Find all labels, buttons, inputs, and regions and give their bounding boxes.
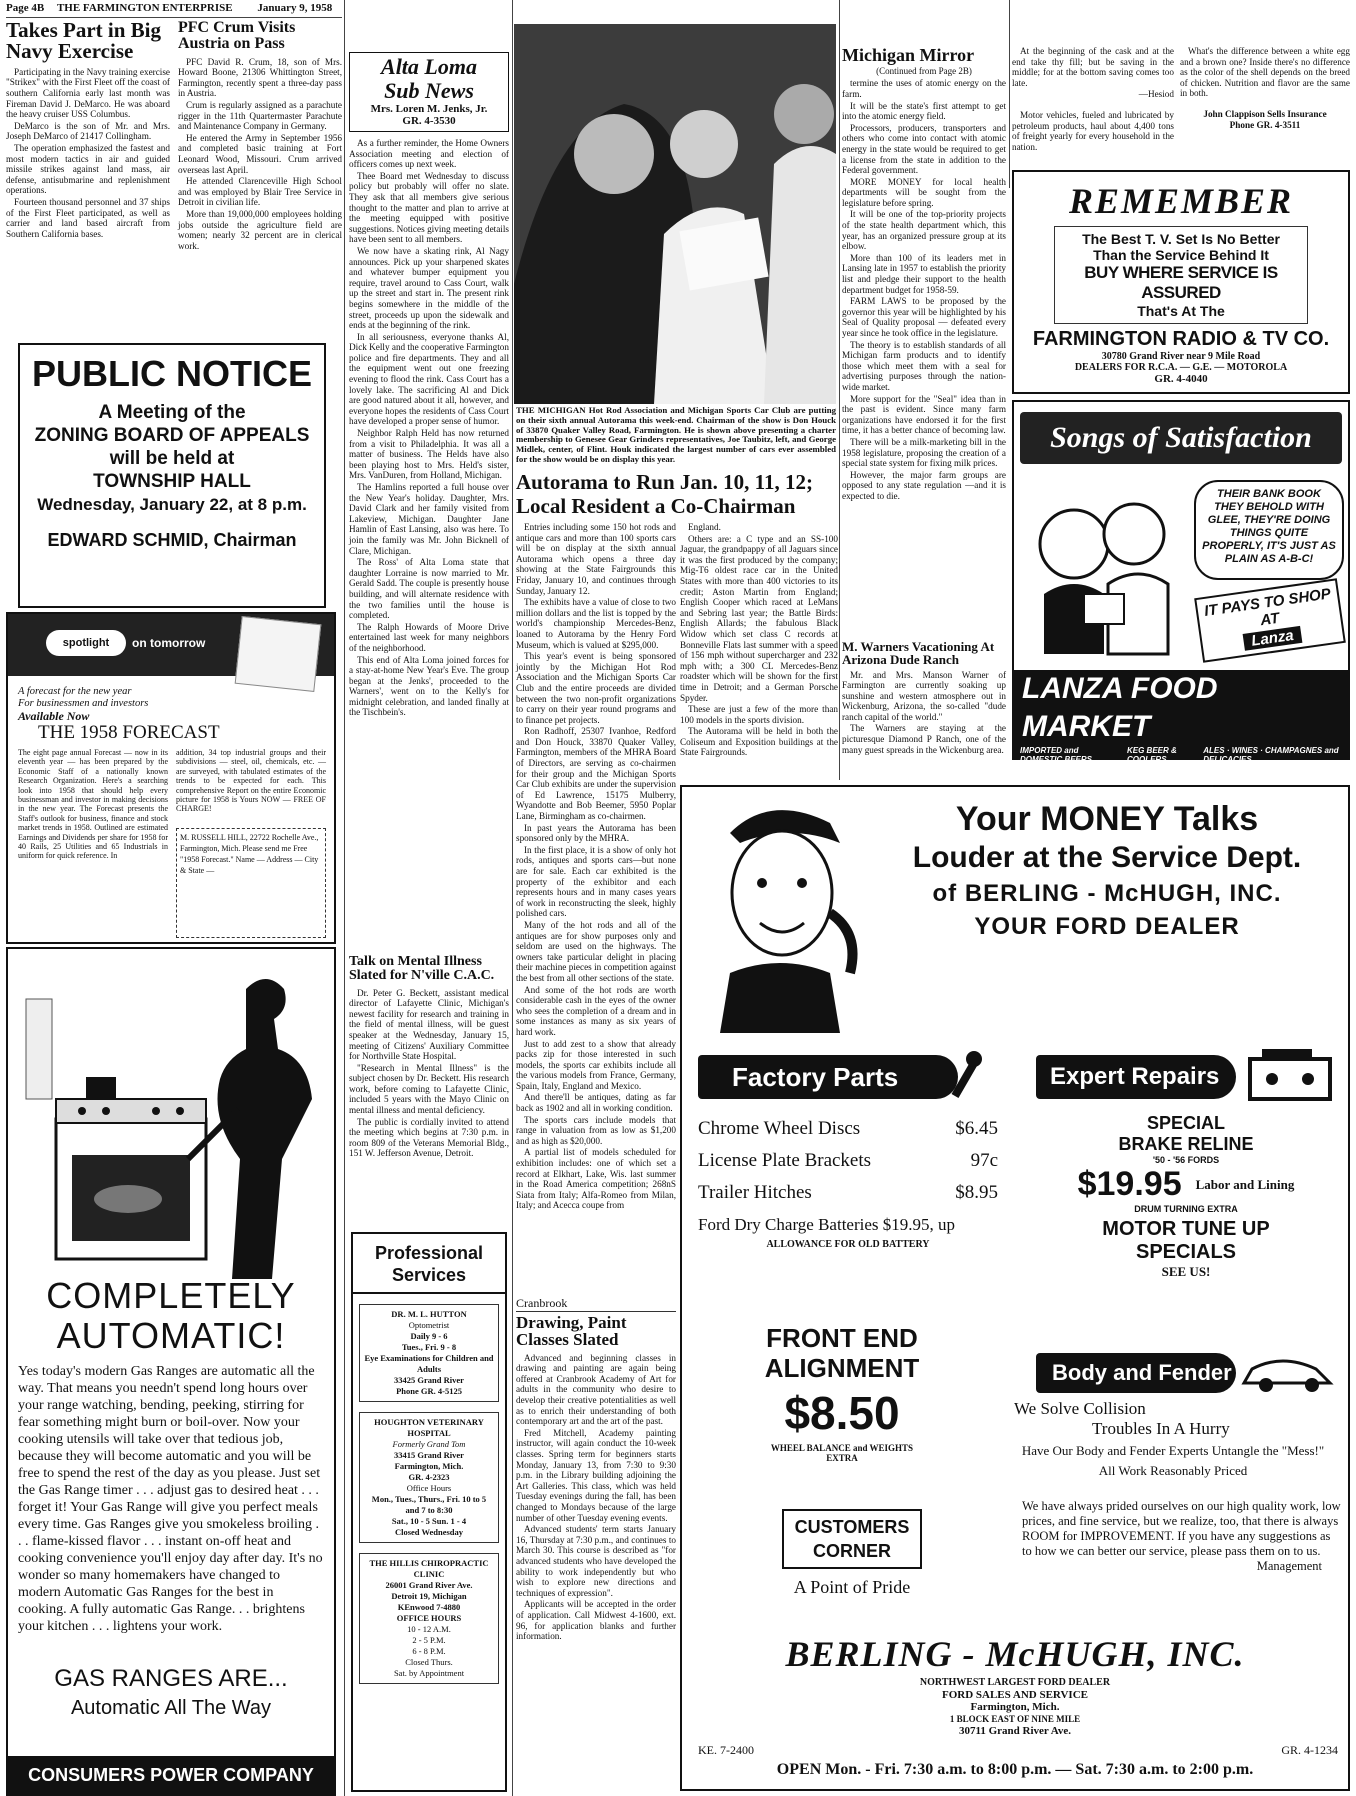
notice-board: ZONING BOARD OF APPEALS bbox=[34, 425, 310, 446]
newspaper-icon bbox=[235, 616, 322, 692]
gas-range-ad bbox=[6, 947, 336, 1796]
alta-phone: GR. 4-3530 bbox=[402, 115, 456, 127]
radio-title: REMEMBER bbox=[1068, 181, 1294, 221]
point-of-pride: A Point of Pride bbox=[793, 1577, 911, 1597]
navy-headline: Takes Part in Big Navy Exercise bbox=[6, 18, 161, 64]
notice-line: A Meeting of the bbox=[98, 402, 246, 423]
engine-icon bbox=[1242, 1045, 1342, 1109]
berling-head3: of BERLING - McHUGH, INC. bbox=[932, 880, 1282, 907]
gas-head1: COMPLETELY bbox=[46, 1275, 296, 1316]
kitchen-illustration bbox=[16, 959, 328, 1269]
customers-corner: CUSTOMERS CORNER bbox=[782, 1509, 922, 1569]
front-end-special: FRONT END ALIGNMENT $8.50 WHEEL BALANCE and WEIGHTS EXTRA bbox=[764, 1323, 920, 1463]
forecast-available: Available Now bbox=[18, 709, 90, 723]
forecast-coupon[interactable]: M. RUSSELL HILL, 22722 Rochelle Ave., Farmington, Mich. Please send me Free "1958 Forecast." Name — Address — City & State — bbox=[176, 828, 326, 938]
forecast-ad bbox=[6, 612, 336, 944]
radio-line1: The Best T. V. Set Is No Better bbox=[1082, 231, 1280, 247]
songs-banner: Songs of Satisfaction bbox=[1020, 412, 1342, 464]
notice-place: TOWNSHIP HALL bbox=[93, 471, 251, 492]
navy-article bbox=[6, 20, 170, 390]
lanza-ad bbox=[1012, 400, 1350, 788]
mental-body: Dr. Peter G. Beckett, assistant medical director of Lafayette Clinic, Michigan's newest facility for research and training in the field of mental illness, will be guest speaker at the Wednesday, January 15, meeting of Citizens' Auxiliary Committee for Northville State Hospital. "Research in Mental Illness" is the subject chosen by Dr. Beckett. His research work, before coming to Lafayette Clinic, included 5 years with the Mayo Clinic on mental illness and mental deficiency. The public is cordially invited to attend the meeting which begins at 7:30 p.m. in room 809 of the Veterans Memorial Bldg., 151 W. Jefferson Avenue, Detroit. bbox=[349, 987, 509, 1159]
mirror-body: termine the uses of atomic energy on the farm. It will be the state's first attempt to get into the atomic energy field. Processors, producers, transporters and others who come into contact with atomic energy in the state would be required to get a license from the state in addition to the Federal government. MORE MONEY for local health departments will be sought from the legislature before spring. It will be one of the top-priority projects of the state health department which, this year, has an organized pressure group at its elbow. More than 100 of its leaders met in Lansing late in 1957 to establish the priority list and pledge their support to the health department budget for 1958-59. FARM LAWS to be proposed by the governor this year will be highlighted by his Seal of Quality proposal — defeated every year since he took office in the legislature. The theory is to establish standards of all Michigan farm products and to identify those which meet them with a seal for advertising purposes through the nation-wide market. More support for the "Seal" idea than in the past is evident. Since many farm organizations have endorsed it for the first time, it has a better chance of becoming law. There will be a milk-marketing bill in the 1958 legislature, proposing the creation of a special state system for fixing milk prices. However, the major farm groups are opposed to any state regulation —and it is expected to die. bbox=[842, 78, 1006, 501]
radio-dealers: DEALERS FOR R.C.A. — G.E. — MOTOROLA bbox=[1074, 362, 1288, 373]
expert-repairs-banner: Expert Repairs bbox=[1036, 1055, 1236, 1099]
couple-illustration bbox=[1024, 474, 1184, 654]
parts-row: Trailer Hitches $8.95 bbox=[698, 1182, 998, 1203]
alta-loma-box bbox=[349, 52, 509, 132]
autorama-col2: England. Others are: a C type and an SS-100 Jaguar, the grandpappy of all Jaguars since it was the first produced by the company; Mig-T6 oldest race car in the United States with more than 400 victories to its credit; Aston Martin from England; English Cooper which raced at LeMans and Sebring last year; the Battle Birds: English Allards; the fabulous Black Widow which set class C records at Bonneville Flats last summer with a speed of 156 mph without supercharger and 232 mph with; a 300 CL Mercedes-Benz roadster which will be shown for the first time in Detroit; and a German Porsche Spyder. These are just a few of the more than 100 models in the sports division. The Autorama will be held in both the Coliseum and Exposition buildings at the State Fairgrounds. bbox=[680, 522, 838, 758]
alta-author: Mrs. Loren M. Jenks, Jr. bbox=[370, 103, 488, 115]
issue-date: January 9, 1958 bbox=[257, 2, 333, 14]
mental-illness-article bbox=[349, 955, 509, 1195]
notice-signer: EDWARD SCHMID, Chairman bbox=[47, 530, 297, 550]
radio-line4: That's At The bbox=[1137, 303, 1225, 319]
body-fender-text: We Solve Collision Troubles In A Hurry Have Our Body and Fender Experts Untangle the "Mess!" All Work Reasonably Priced bbox=[1014, 1399, 1325, 1478]
berling-head1: Your MONEY Talks bbox=[955, 800, 1259, 838]
column-rule bbox=[344, 0, 345, 1796]
prof-card-hutton: DR. M. L. HUTTON Optometrist Daily 9 - 6 Tues., Fri. 9 - 8 Eye Examinations for Children and Adults 33425 Grand River Phone GR. 4-5125 bbox=[359, 1304, 499, 1402]
cask-filler: At the beginning of the cask and at the end take thy fill; but be saving in the middle; for at the bottom saving comes too late. —Hesiod Motor vehicles, fueled and lubricated by petroleum products, haul about 4,400 tons of freight yearly for every household in the nation. bbox=[1012, 46, 1174, 152]
notice-title: PUBLIC NOTICE bbox=[31, 353, 312, 394]
gas-head2: AUTOMATIC! bbox=[56, 1315, 286, 1356]
gas-tag1: GAS RANGES ARE... bbox=[54, 1665, 288, 1692]
ford-man-illustration bbox=[690, 793, 870, 1033]
warner-headline: M. Warners Vacationing At Arizona Dude Ranch bbox=[842, 639, 995, 668]
cranbrook-kicker: Cranbrook bbox=[516, 1296, 676, 1312]
mirror-continued: (Continued from Page 2B) bbox=[876, 66, 972, 77]
radio-name: FARMINGTON RADIO & TV CO. bbox=[1032, 328, 1330, 350]
parts-row: Ford Dry Charge Batteries $19.95, up bbox=[698, 1215, 956, 1234]
car-icon bbox=[1238, 1347, 1338, 1397]
factory-parts-banner: Factory Parts bbox=[698, 1055, 958, 1099]
prof-title: Professional Services bbox=[353, 1234, 505, 1294]
alta-title1: Alta Loma bbox=[381, 54, 477, 79]
michigan-mirror bbox=[842, 46, 1006, 726]
radio-addr: 30780 Grand River near 9 Mile Road bbox=[1101, 351, 1261, 362]
warner-article bbox=[842, 640, 1006, 785]
allowance-note: ALLOWANCE FOR OLD BATTERY bbox=[766, 1239, 930, 1250]
body-fender-banner: Body and Fender bbox=[1036, 1353, 1236, 1393]
lanza-bubble: THEIR BANK BOOK THEY BEHOLD WITH GLEE, THEY'RE DOING THINGS QUITE PROPERLY, IT'S JUST AS PLAIN AS A-B-C! bbox=[1194, 480, 1344, 580]
autorama-col1: Entries including some 150 hot rods and antique cars and more than 100 sports cars will be on display at the sixth annual Autorama which opens a three day showing at the State Fairgrounds this Friday, January 10, and continues through Sunday, January 12. The exhibits have a value of close to two million dollars and the list is topped by the world's championship Mercedes-Benz, loaned to Autorama by the Henry Ford Museum, which is valued at $295,000. This year's event is being sponsored jointly by the Michigan Hot Rod Association and the Michigan Sports Car Club and the entire proceeds are divided between the two non-profit organizations to carry on their year round programs and to finance pet projects. Ron Radhoff, 25307 Ivanhoe, Redford and Don Houck, 33870 Quaker Valley, Farmington, members of the MHRA Board of Directors, are serving as co-chairmen for their group and the Michigan Sports Car Club exhibits are under the supervision of Ed Lawrence, 15175 Mulberry, Wyandotte and Bob Beemer, 5950 Poplar Lane, Birmingham as co-chairmen. In past years the Autorama has been sponsored only by the MHRA. In the first place, it is a show of only hot rods, antiques and sports cars—but none are for sale. Each car exhibited is the property of the exhibitor and each represents hours and in many cases years of work in reconstructing the sleek, highly polished cars. Many of the hot rods and all of the antiques are for show purposes only and seldom are used on the highways. The owners take particular delight in placing their machine pieces in competition against the best from all other sections of the state. And some of the hot rods are worth considerable cash in the eyes of the owner who sees the completion of a dream and in some instances as many as six years of hard work. Just to add zest to a show that already packs zip for those interested in such models, the sports car exhibits include all the various models from France, Germany, Spain, Italy, England and Mexico. And there'll be antiques, dating as far back as 1902 and all in working condition. The sports cars include models that range in valuation from as low as $1,200 and as high as $20,000. A partial list of models scheduled for exhibition includes: one of which set a record at Elkhart, Lake, Wis. last summer in the Road America competition; 268nS Siata from Italy; Alfa-Romeo from Milan, Italy; and Acecca coupe from bbox=[516, 522, 676, 1211]
prof-card-hillis: THE HILLIS CHIROPRACTIC CLINIC 26001 Grand River Ave. Detroit 19, Michigan KEnwood 7-4880 OFFICE HOURS 10 - 12 A.M. 2 - 5 P.M. 6 - 8 P.M. Closed Thurs. Sat. by Appointment bbox=[359, 1553, 499, 1684]
gas-body: Yes today's modern Gas Ranges are automatic all the way. That means you needn't spend long hours over your range watching, bending, peeking, stirring for fear something might burn or boil-over. Now your cooking utensils will take over that tedious job, because they will become automatic and you will be free to spend the rest of the day as you please. Just set the Gas Range timer . . . adjust gas to desired heat . . . forget it! Your Gas Range will give you perfect meals every time. Gas Ranges give you smokeless broiling . . . flame-kissed flavor . . . instant on-off heat and cooking convenience you'll enjoy day after day. It's no wonder so many homemakers have changed to modern Automatic Gas Ranges for the best in cooking. A fully automatic Gas Range. . . brightens your kitchen . . . lightens your work. bbox=[18, 1364, 323, 1634]
spotlight-badge: spotlight bbox=[46, 630, 126, 656]
berling-name: BERLING - McHUGH, INC. bbox=[785, 1634, 1245, 1674]
column-rule bbox=[839, 0, 840, 780]
alta-title2: Sub News bbox=[384, 78, 474, 103]
berling-head2: Louder at the Service Dept. bbox=[912, 841, 1302, 874]
parts-row: Chrome Wheel Discs $6.45 bbox=[698, 1118, 998, 1139]
cranbrook-body: Advanced and beginning classes in drawing and painting are again being offered at Cranbrook Academy of Art for adults in the community who desire to develop their creative potentialities as well as to enrich their understanding of both contemporary art and the art of the past. Fred Mitchell, Academy painting instructor, will again conduct the 10-week classes. Spring term for beginners starts Monday, January 13, from 7:30 to 9:30 p.m. in the Library building adjoining the Art Galleries. This class, which was held Tuesday evenings during the fall, has been changed to Mondays because of the large number of other Tuesday evening events. Advanced students' term starts January 16, Thursday at 7:30 p.m., and continues to March 30. This course is described as "for advanced students who have developed the ability to work independently but who wish to explore new directions and techniques of expression". Applicants will be accepted in the order of application. Call Midwest 4-1600, ext. 96, for application blanks and further information. bbox=[516, 1352, 676, 1642]
lanza-pays: IT PAYS TO SHOP AT Lanza bbox=[1194, 578, 1346, 662]
professional-services bbox=[351, 1232, 507, 1792]
alta-loma-column bbox=[349, 52, 509, 952]
page-number: Page 4B bbox=[6, 2, 45, 14]
wrench-icon bbox=[944, 1049, 988, 1105]
spotlight-tomorrow: on tomorrow bbox=[132, 636, 206, 650]
page-header bbox=[6, 2, 336, 18]
gas-tag2: Automatic All The Way bbox=[70, 1697, 272, 1719]
forecast-title: THE 1958 FORECAST bbox=[38, 722, 220, 743]
notice-date: Wednesday, January 22, at 8 p.m. bbox=[37, 495, 307, 514]
lanza-market-banner: LANZA FOOD MARKET IMPORTED and DOMESTIC BEERS KEG BEER & COOLERS ALES · WINES · CHAMPAGNES and DELICACIES GR 4-5624 30790 GRAND RIVER bbox=[1014, 670, 1348, 758]
berling-ad bbox=[680, 785, 1350, 1791]
forecast-col1: The eight page annual Forecast — now in its eleventh year — has been prepared by the Economic Staff of a nationally known Research Organization. Here's a searching look into 1958 that should help every businessman and investor in making decisions in the new year. The Forecast presents the Staff's outlook for business, finance and stock market trends in 1958. Outlined are estimated Earnings and Dividends per share for 1958 for 40 Rails, 25 Utilities and 65 Industrials in uniform for quick reference. In bbox=[18, 748, 168, 861]
mirror-title: Michigan Mirror bbox=[842, 45, 975, 65]
navy-body: Participating in the Navy training exercise "Strikex" with the First Fleet off the coast of southern California early last month was Fireman David J. DeMarco. He was aboard the heavy cruiser USS Columbus. DeMarco is the son of Mr. and Mrs. Joseph DeMarco of 21417 Collingham. The operation emphasized the fastest and most modern tactics in air and guided missile strikes against land mass, air defense, antisubmarine and replenishment operations. Fourteen thousand personnel and 37 ships of the First Fleet participated, as well as carrier and land based aircraft from Southern California bases. bbox=[6, 66, 170, 239]
autorama-headline: Autorama to Run Jan. 10, 11, 12; Local Resident a Co-Chairman bbox=[516, 470, 813, 518]
radio-phone: GR. 4-4040 bbox=[1154, 373, 1208, 385]
crum-article bbox=[178, 20, 342, 390]
berling-ke-phone: KE. 7-2400 bbox=[698, 1743, 754, 1757]
berling-sub: NORTHWEST LARGEST FORD DEALER FORD SALES AND SERVICE Farmington, Mich. 1 BLOCK EAST OF NINE MILE 30711 Grand River Ave. bbox=[919, 1677, 1111, 1737]
forecast-tagline: For businessmen and investors bbox=[18, 698, 149, 709]
crum-headline: PFC Crum Visits Austria on Pass bbox=[178, 19, 296, 53]
radio-line3: BUY WHERE SERVICE IS ASSURED bbox=[1084, 263, 1278, 302]
public-notice-ad bbox=[18, 343, 326, 608]
radio-tv-ad bbox=[1012, 170, 1350, 394]
column-rule bbox=[1009, 0, 1010, 188]
notice-line: will be held at bbox=[109, 448, 235, 469]
berling-head4: YOUR FORD DEALER bbox=[974, 913, 1240, 940]
autorama-photo bbox=[514, 24, 836, 404]
forecast-col2: addition, 34 top industrial groups and their subdivisions — steel, oil, chemicals, etc. — are surveyed, with tabulated estimates of the trends to be expected for each. This comprehensive Report on the entire Economic picture for 1958 is Yours NOW — FREE OF CHARGE! bbox=[176, 748, 326, 814]
autorama-caption: THE MICHIGAN Hot Rod Association and Michigan Sports Car Club are putting on their sixth annual Autorama this week-end. Chairman of the show is Don Houck of 33870 Quaker Valley Road, Farmington. He is shown above presenting a charter membership to Genesee Gear Grinders representatives, Joe Taubitz, left, and George Midlek, center, of Flint. Houk indicated the largest number of cars ever assembled for the show would be on display this year. bbox=[516, 405, 836, 464]
warner-body: Mr. and Mrs. Manson Warner of Farmington are currently soaking up sunshine and western atmosphere out in Wickenburg, Arizona, the so-called "dude ranch capital of the world." The Warners are staying at the picturesque Diamond P Ranch, one of the many guest spreads in the Wickenburg area. bbox=[842, 669, 1006, 755]
parts-row: License Plate Brackets 97c bbox=[698, 1150, 998, 1171]
egg-filler: What's the difference between a white egg and a brown one? Inside there's no difference as the color of the shell depends on the breed of chicken. Nutrition and flavor are the same in both. John Clappison Sells Insurance Phone GR. 4-3511 bbox=[1180, 46, 1350, 130]
berling-hours: OPEN Mon. - Fri. 7:30 a.m. to 8:00 p.m. — Sat. 7:30 a.m. to 2:00 p.m. bbox=[776, 1761, 1254, 1778]
paper-name: THE FARMINGTON ENTERPRISE bbox=[56, 2, 233, 14]
radio-line2: Than the Service Behind It bbox=[1093, 247, 1269, 263]
gas-company: CONSUMERS POWER COMPANY bbox=[8, 1756, 334, 1794]
prof-card-houghton: HOUGHTON VETERINARY HOSPITAL Formerly Grand Tom 33415 Grand River Farmington, Mich. GR. 4-2323 Office Hours Mon., Tues., Thurs., Fri. 10 to 5 and 7 to 8:30 Sat., 10 - 5 Sun. 1 - 4 Closed Wednesday bbox=[359, 1412, 499, 1543]
brake-special: SPECIAL BRAKE RELINE '50 - '56 FORDS $19.95 Labor and Lining DRUM TURNING EXTRA MOTOR TUNE UP SPECIALS SEE US! bbox=[1077, 1113, 1295, 1279]
cranbrook-article bbox=[516, 1296, 676, 1796]
parts-list bbox=[698, 1117, 998, 1250]
crum-body: PFC David R. Crum, 18, son of Mrs. Howard Boone, 21306 Whittington Street, Farmington, recently spent a three-day pass in Austria. Crum is regularly assigned as a parachute rigger in the 11th Quartermaster Parachute and Maintenance Company in Germany. He entered the Army in September 1956 and completed basic training at Fort Leonard Wood, Missouri. Crum arrived overseas last April. He attended Clarenceville High School and was employed by Blair Tree Service in Detroit in civilian life. More than 19,000,000 employees holding jobs outside the agriculture field are women; nearly 32 percent are in clerical work. bbox=[178, 56, 342, 251]
column-rule bbox=[512, 0, 513, 1796]
pride-text: We have always prided ourselves on our high quality work, low prices, and fine service, but we realize, too, that there is always ROOM for IMPROVEMENT. If you have any suggestions as to how we can better our service, please pass them on to us. Management bbox=[1022, 1499, 1341, 1573]
berling-gr-phone: GR. 4-1234 bbox=[1281, 1743, 1338, 1757]
alta-body: As a further reminder, the Home Owners Association meeting and election of officers comes up next week. Thee Board met Wednesday to discuss policy but probably will offer no slate. They ask that all members give serious thought to the matter and plan to arrive at the meeting equipped with positive suggestions. Notices giving meeting details have been sent to all members. We now have a skating rink, Al Nagy announces. Pick up your sharpened skates and whatever bumper equipment you require, travel around to Cass Court, walk up the street and start in. The present rink begins somewhere in the middle of the street, proceeds up upon the sidewalk and ends at the beginning of the rink. In all seriousness, everyone thanks Al, Dick Kelly and the cooperative Farmington police and fire departments. They and all the equipment went out one freezing evening to flood the rink. Cass Court has a lovely lake. The sacrificing Al and Dick are good natured about it all, however, and everyone hopes the residents of Cass Court have developed a proper sense of humor. Neighbor Ralph Held has now returned from a visit to Philadelphia. It was all a matter of business. The Helds have also been playing host to Mrs. Held's sister, Mrs. VanDuren, from Holland, Michigan. The Hamlins reported a full house over the New Year's holiday. Daughter, Mrs. David Clark and her family visited from Lakeview, Michigan. Daughter Jane Hamlin of East Lansing, also was here. To join the family was Mr. John Bicknell of Clare, Michigan. The Ross' of Alta Loma state that daughter Lorraine is now married to Mr. Gerald Sadd. The couple is presently house building, and will alternate residence with the two families until the house is completed. The Ralph Howards of Moore Drive entertained last week for many neighbors of the neighborhood. This end of Alta Loma joined forces for a stay-at-home New Year's Eve. The group began at the Jenks', proceeded to the Warners', went on to the Kelly's for midnight celebration, and landed finally at the Tischbein's. bbox=[349, 138, 509, 718]
cranbrook-headline: Drawing, Paint Classes Slated bbox=[516, 1313, 627, 1350]
mental-headline: Talk on Mental Illness Slated for N'ville C.A.C. bbox=[349, 954, 495, 984]
forecast-tagline: A forecast for the new year bbox=[18, 686, 132, 697]
